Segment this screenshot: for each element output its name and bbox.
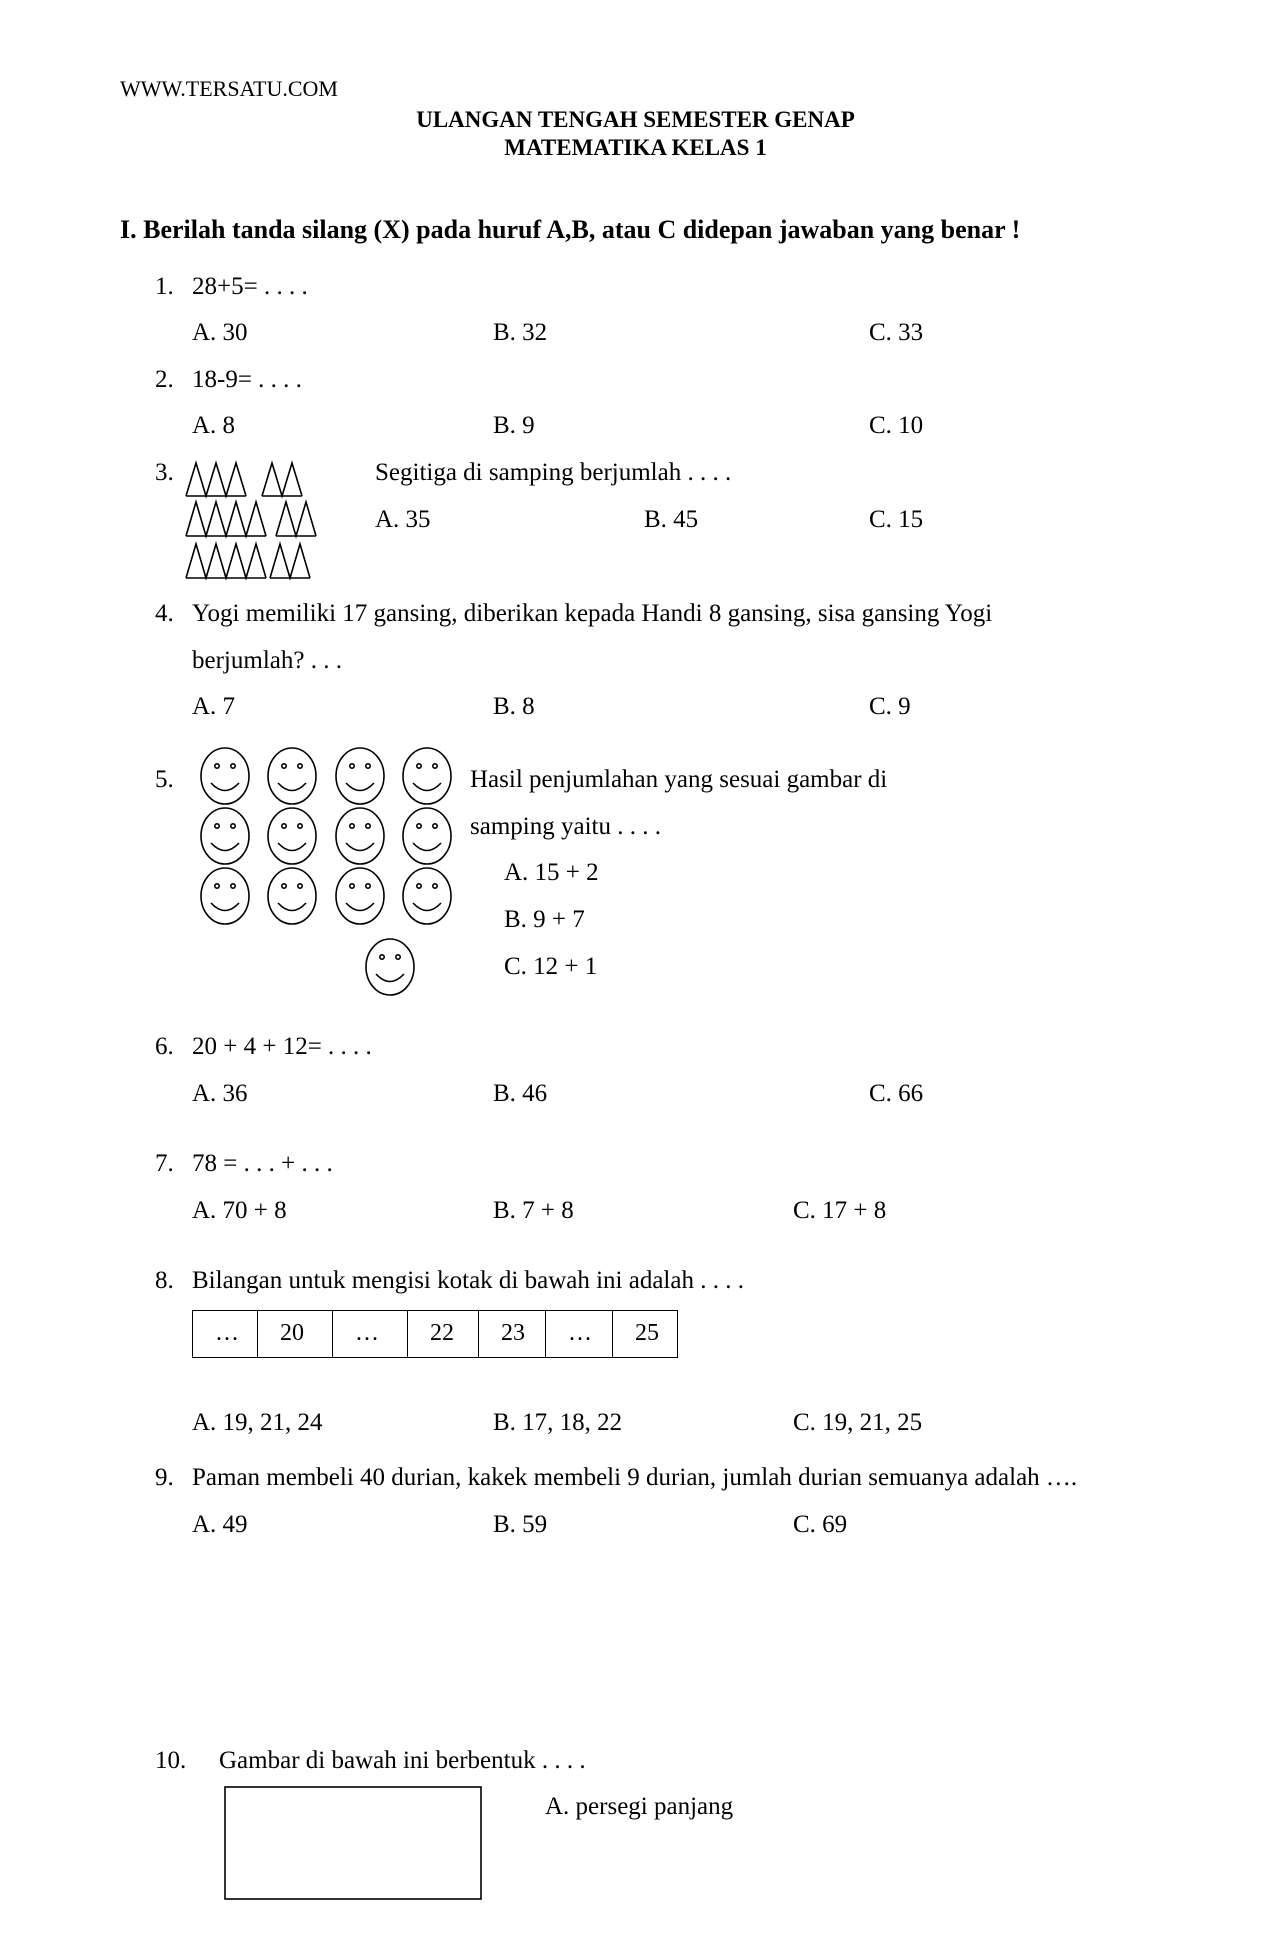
option-c[interactable]: C. 69 [793, 1511, 848, 1538]
option-a[interactable]: A. 7 [192, 693, 236, 720]
number-sequence-boxes [192, 1310, 678, 1358]
question-text: 78 = . . . + . . . [192, 1150, 333, 1177]
question-number: 8. [155, 1267, 174, 1294]
option-b[interactable]: B. 45 [644, 506, 699, 533]
option-b[interactable]: B. 17, 18, 22 [493, 1409, 623, 1436]
sequence-box [479, 1311, 546, 1358]
sequence-box[interactable] [546, 1311, 613, 1358]
question-number: 3. [155, 459, 174, 486]
question-text: 20 + 4 + 12= . . . . [192, 1033, 372, 1060]
option-c[interactable]: C. 17 + 8 [793, 1197, 887, 1224]
box-value: 22 [430, 1320, 454, 1346]
option-a[interactable]: A. 35 [375, 506, 431, 533]
option-a[interactable]: A. 49 [192, 1511, 248, 1538]
option-c[interactable]: C. 12 + 1 [504, 953, 598, 980]
option-c[interactable]: C. 19, 21, 25 [793, 1409, 923, 1436]
sequence-box [408, 1311, 479, 1358]
option-c[interactable]: C. 10 [869, 412, 924, 439]
option-a[interactable]: A. 36 [192, 1080, 248, 1107]
question-text: Paman membeli 40 durian, kakek membeli 9 durian, jumlah durian semuanya adalah …. [192, 1464, 1078, 1491]
box-value: … [355, 1320, 379, 1346]
rectangle-figure [224, 1786, 484, 1902]
question-number: 7. [155, 1150, 174, 1177]
question-text-line-2: samping yaitu . . . . [470, 813, 661, 840]
sequence-box[interactable] [193, 1311, 258, 1358]
question-text: 28+5= . . . . [192, 273, 308, 300]
smiley-face-icon [268, 868, 316, 924]
option-b[interactable]: B. 9 + 7 [504, 906, 585, 933]
box-value: 23 [501, 1320, 525, 1346]
smiley-face-icon [366, 939, 414, 995]
option-b[interactable]: B. 8 [493, 693, 535, 720]
exam-subtitle: MATEMATIKA KELAS 1 [504, 135, 767, 160]
option-c[interactable]: C. 66 [869, 1080, 924, 1107]
sequence-box [613, 1311, 678, 1358]
box-value: 25 [635, 1320, 659, 1346]
question-text-line-1: Yogi memiliki 17 gansing, diberikan kepada Handi 8 gansing, sisa gansing Yogi [192, 600, 993, 627]
smiley-face-icon [403, 808, 451, 864]
option-a[interactable]: A. 8 [192, 412, 236, 439]
option-b[interactable]: B. 46 [493, 1080, 548, 1107]
option-b[interactable]: B. 7 + 8 [493, 1197, 574, 1224]
question-number: 6. [155, 1033, 174, 1060]
question-text: Bilangan untuk mengisi kotak di bawah ini adalah . . . . [192, 1267, 744, 1294]
smiley-face-icon [268, 748, 316, 804]
question-number: 1. [155, 273, 174, 300]
smiley-face-icon [336, 808, 384, 864]
option-b[interactable]: B. 9 [493, 412, 535, 439]
question-text-line-2: berjumlah? . . . [192, 647, 342, 674]
smiley-faces-figure [200, 740, 460, 1000]
triangles-figure [180, 460, 320, 585]
smiley-face-icon [336, 748, 384, 804]
box-value: … [568, 1320, 592, 1346]
option-c[interactable]: C. 15 [869, 506, 924, 533]
option-c[interactable]: C. 33 [869, 319, 924, 346]
smiley-face-icon [403, 748, 451, 804]
option-b[interactable]: B. 32 [493, 319, 548, 346]
box-value: … [215, 1320, 239, 1346]
box-value: 20 [280, 1320, 304, 1346]
question-number: 9. [155, 1464, 174, 1491]
sequence-box [258, 1311, 333, 1358]
option-b[interactable]: B. 59 [493, 1511, 548, 1538]
smiley-face-icon [201, 748, 249, 804]
option-c[interactable]: C. 9 [869, 693, 911, 720]
question-text: 18-9= . . . . [192, 366, 302, 393]
smiley-face-icon [201, 868, 249, 924]
smiley-face-icon [403, 868, 451, 924]
section-instruction: I. Berilah tanda silang (X) pada huruf A,B, atau C didepan jawaban yang benar ! [120, 215, 1021, 244]
option-a[interactable]: A. persegi panjang [545, 1793, 734, 1820]
option-a[interactable]: A. 70 + 8 [192, 1197, 287, 1224]
sequence-box[interactable] [333, 1311, 408, 1358]
smiley-face-icon [336, 868, 384, 924]
smiley-face-icon [268, 808, 316, 864]
exam-title: ULANGAN TENGAH SEMESTER GENAP [416, 107, 855, 132]
question-number: 2. [155, 366, 174, 393]
website-label: WWW.TERSATU.COM [120, 76, 338, 101]
question-text: Segitiga di samping berjumlah . . . . [375, 459, 732, 486]
question-text-line-1: Hasil penjumlahan yang sesuai gambar di [470, 766, 888, 793]
smiley-face-icon [201, 808, 249, 864]
option-a[interactable]: A. 30 [192, 319, 248, 346]
option-a[interactable]: A. 15 + 2 [504, 859, 599, 886]
option-a[interactable]: A. 19, 21, 24 [192, 1409, 323, 1436]
question-text: Gambar di bawah ini berbentuk . . . . [219, 1747, 586, 1774]
question-number: 10. [155, 1747, 187, 1774]
question-number: 5. [155, 766, 174, 793]
question-number: 4. [155, 600, 174, 627]
